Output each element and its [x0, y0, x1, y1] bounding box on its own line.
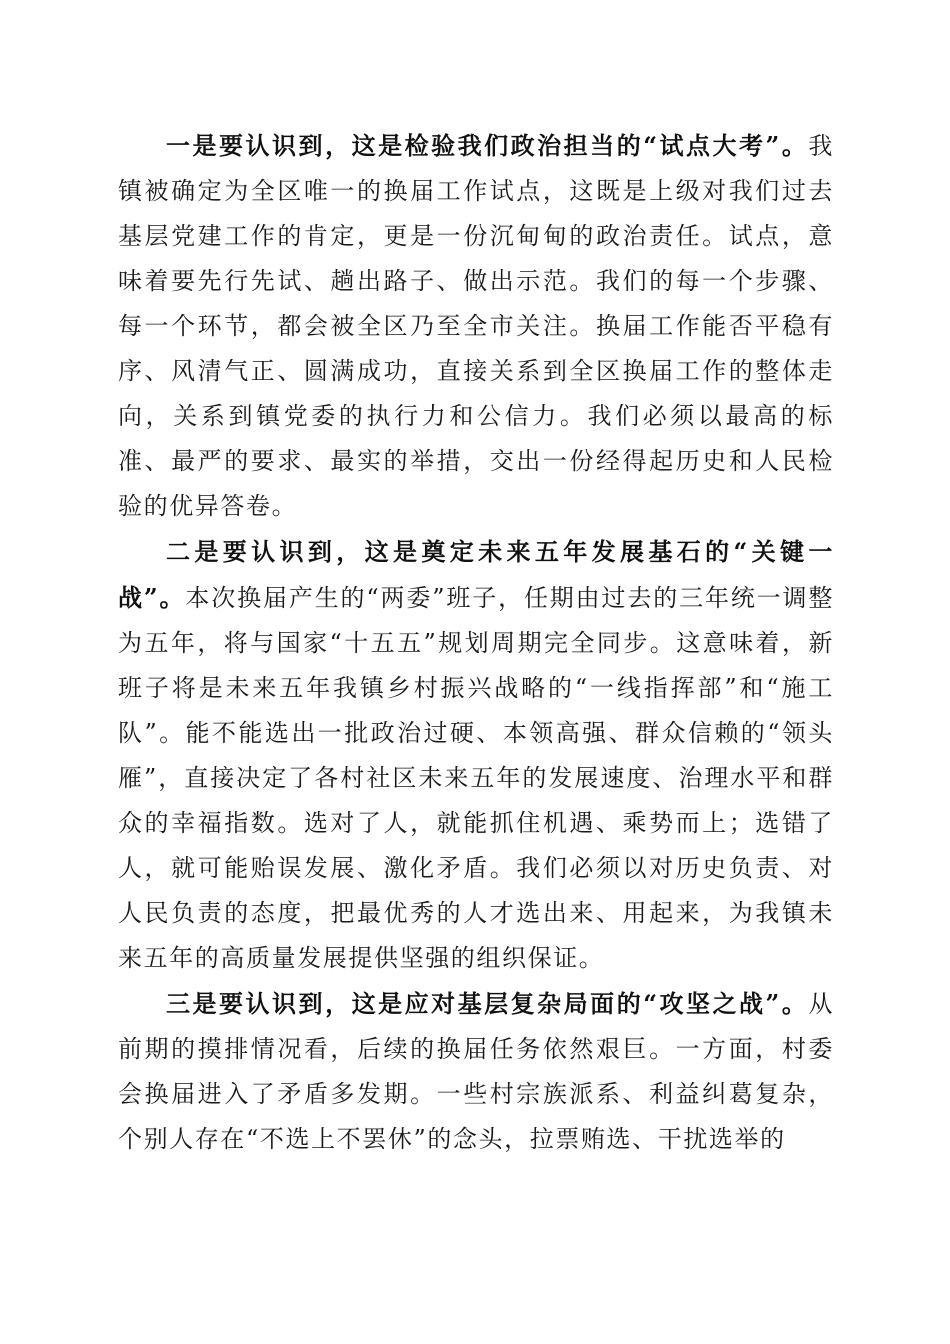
- document-body: [118, 123, 834, 1162]
- paragraph-1: [118, 123, 834, 529]
- paragraph-1-body: 我镇被确定为全区唯一的换届工作试点，这既是上级对我们过去基层党建工作的肯定，更是一份沉甸甸的政治责任。试点，意味着要先行先试、趟出路子、做出示范。我们的每一个步骤、每一个环节，都会被全区乃至全市关注。换届工作能否平稳有序、风清气正、圆满成功，直接关系到全区换届工作的整体走向，关系到镇党委的执行力和公信力。我们必须以最高的标准、最严的要求、最实的举措，交出一份经得起历史和人民检验的优异答卷。: [118, 132, 834, 520]
- paragraph-1-lead: 一是要认识到，这是检验我们政治担当的“试点大考”。: [166, 131, 809, 160]
- paragraph-3: [118, 981, 834, 1162]
- paragraph-2-lead: 二是要认识到，这是奠定未来五年发展基石的“关键一战”。: [118, 537, 834, 612]
- paragraph-2-body: 本次换届产生的“两委”班子，任期由过去的三年统一调整为五年，将与国家“十五五”规划周期完全同步。这意味着，新班子将是未来五年我镇乡村振兴战略的“一线指挥部”和“施工队”。能不能选出一批政治过硬、本领高强、群众信赖的“领头雁”，直接决定了各村社区未来五年的发展速度、治理水平和群众的幸福指数。选对了人，就能抓住机遇、乘势而上；选错了人，就可能贻误发展、激化矛盾。我们必须以对历史负责、对人民负责的态度，把最优秀的人才选出来、用起来，为我镇未来五年的高质量发展提供坚强的组织保证。: [118, 584, 835, 972]
- paragraph-3-body: 从前期的摸排情况看，后续的换届任务依然艰巨。一方面，村委会换届进入了矛盾多发期。一些村宗族派系、利益纠葛复杂，个别人存在“不选上不罢休”的念头，拉票贿选、干扰选举的: [118, 990, 834, 1153]
- paragraph-2: [118, 529, 834, 981]
- paragraph-3-lead: 三是要认识到，这是应对基层复杂局面的“攻坚之战”。: [166, 989, 809, 1018]
